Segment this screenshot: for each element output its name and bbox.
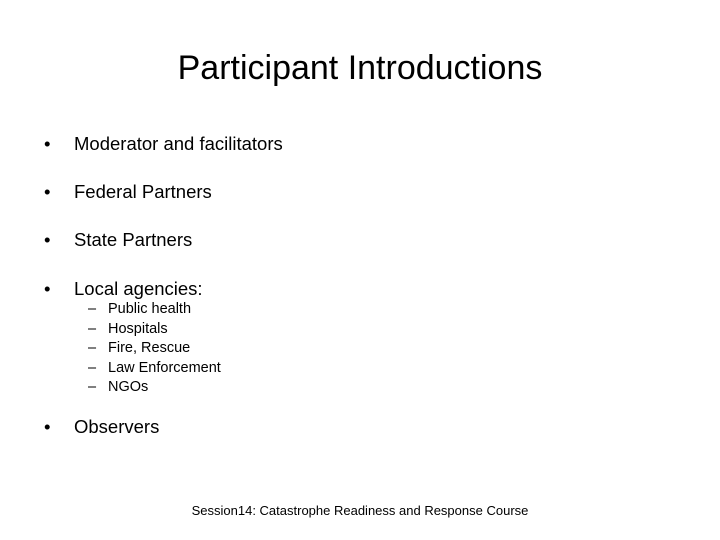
slide-footer	[0, 503, 720, 519]
dash-icon: –	[88, 379, 97, 395]
bullet-item	[44, 228, 192, 252]
bullet-icon: •	[44, 416, 51, 437]
bullet-item	[44, 132, 283, 156]
dash-icon: –	[88, 320, 97, 337]
slide-title: Participant Introductions	[177, 49, 543, 87]
local-agencies-list	[88, 300, 221, 398]
sub-bullet-text: NGOs	[108, 379, 149, 395]
sub-bullet-item	[88, 300, 221, 320]
bullet-icon: •	[44, 133, 51, 154]
bullet-text: Local agencies:	[74, 278, 203, 299]
bullet-icon: •	[44, 229, 51, 250]
bullet-icon: •	[44, 278, 51, 299]
sub-bullet-text: Law Enforcement	[108, 359, 221, 376]
bullet-item	[44, 415, 159, 439]
dash-icon: –	[88, 301, 97, 317]
sub-bullet-item	[88, 339, 221, 359]
bullet-icon: •	[44, 181, 51, 202]
sub-bullet-text: Public health	[108, 301, 192, 317]
sub-bullet-item	[88, 378, 221, 398]
bullet-item	[44, 277, 203, 301]
sub-bullet-text: Hospitals	[108, 320, 168, 337]
bullet-text: Moderator and facilitators	[74, 133, 283, 154]
bullet-item	[44, 180, 212, 204]
bullet-text: Observers	[74, 416, 160, 437]
dash-icon: –	[88, 359, 97, 376]
sub-bullet-item	[88, 359, 221, 379]
sub-bullet-item	[88, 320, 221, 340]
bullet-text: State Partners	[74, 229, 193, 250]
bullet-text: Federal Partners	[74, 181, 212, 202]
sub-bullet-text: Fire, Rescue	[108, 340, 191, 356]
footer-text: Session14: Catastrophe Readiness and Response Course	[191, 503, 529, 518]
dash-icon: –	[88, 340, 97, 356]
